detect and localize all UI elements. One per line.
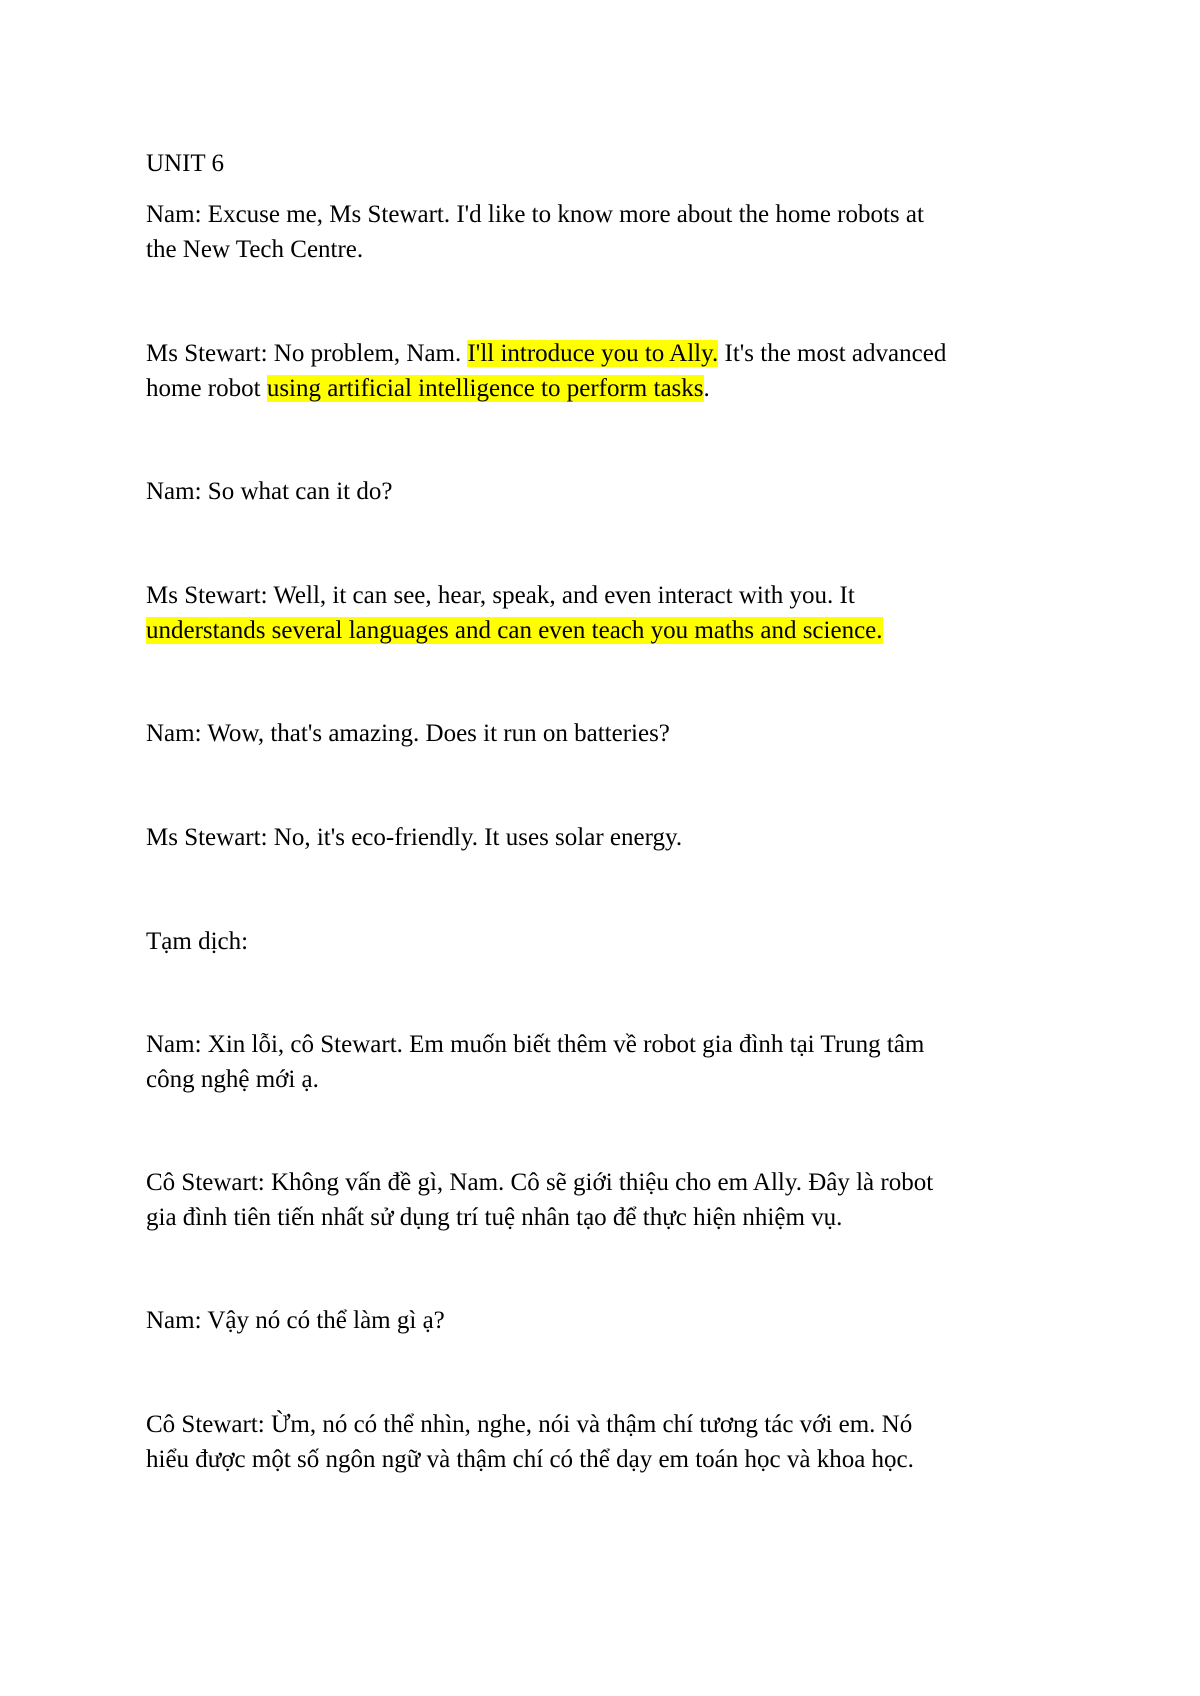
dialogue-line: Nam: Wow, that's amazing. Does it run on batteries?	[146, 720, 670, 747]
dialogue-text: .	[703, 375, 710, 402]
dialogue-line: Ms Stewart: Well, it can see, hear, speak, and even interact with you. It	[146, 582, 855, 609]
dialogue-line	[146, 613, 883, 648]
dialogue-line: Nam: So what can it do?	[146, 478, 393, 505]
translation-line: Nam: Vậy nó có thể làm gì ạ?	[146, 1307, 445, 1334]
dialogue-text: Ms Stewart: No problem, Nam.	[146, 340, 468, 367]
dialogue-line	[146, 371, 710, 406]
dialogue-line: Ms Stewart: No, it's eco-friendly. It uses solar energy.	[146, 824, 683, 851]
translation-line: Cô Stewart: Ừm, nó có thể nhìn, nghe, nói và thậm chí tương tác với em. Nó	[146, 1411, 913, 1438]
translation-line: công nghệ mới ạ.	[146, 1066, 319, 1093]
highlighted-text: using artificial intelligence to perform tasks	[266, 375, 704, 402]
highlighted-text: I'll introduce you to Ally.	[467, 340, 719, 367]
dialogue-line: the New Tech Centre.	[146, 236, 364, 263]
dialogue-text: It's the most advanced	[718, 340, 947, 367]
unit-title: UNIT 6	[146, 150, 225, 177]
highlighted-text: understands several languages and can even teach you maths and science.	[146, 617, 883, 644]
dialogue-text: home robot	[146, 375, 267, 402]
dialogue-line	[146, 336, 946, 371]
translation-line: gia đình tiên tiến nhất sử dụng trí tuệ nhân tạo để thực hiện nhiệm vụ.	[146, 1204, 843, 1231]
translation-line: Cô Stewart: Không vấn đề gì, Nam. Cô sẽ giới thiệu cho em Ally. Đây là robot	[146, 1169, 934, 1196]
translation-line: Nam: Xin lỗi, cô Stewart. Em muốn biết thêm về robot gia đình tại Trung tâm	[146, 1031, 925, 1058]
translation-heading: Tạm dịch:	[146, 928, 249, 955]
translation-line: hiểu được một số ngôn ngữ và thậm chí có thể dạy em toán học và khoa học.	[146, 1446, 914, 1473]
dialogue-line: Nam: Excuse me, Ms Stewart. I'd like to know more about the home robots at	[146, 201, 924, 228]
